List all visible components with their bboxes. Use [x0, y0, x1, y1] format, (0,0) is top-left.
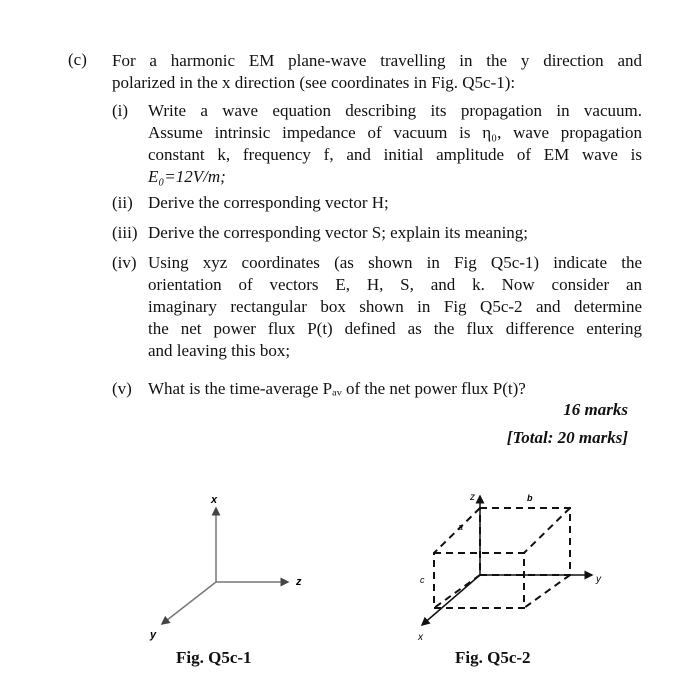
- y-axis-label: y: [150, 629, 157, 641]
- fig-q5c-2-diagram: [400, 488, 610, 648]
- x-axis-label: x: [211, 494, 218, 506]
- question-text: [148, 222, 642, 244]
- fig-q5c-1-diagram: [140, 490, 320, 650]
- dimension-a-label: a: [458, 522, 464, 532]
- question-line: Write a wave equation describing its propagation in vacuum.: [148, 101, 642, 120]
- x-axis-label: x: [418, 632, 423, 643]
- question-line: What is the time-average Pₐᵥ of the net power flux P(t)?: [148, 379, 526, 398]
- intro-text: [112, 50, 642, 94]
- question-line: the net power flux P(t) defined as the flux difference entering: [148, 319, 642, 338]
- z-axis-label: z: [296, 576, 302, 588]
- question-ii: [112, 192, 642, 214]
- question-text: [148, 100, 642, 188]
- dimension-b-label: b: [527, 493, 533, 503]
- z-axis-label: z: [470, 492, 475, 503]
- question-line: Derive the corresponding vector H;: [148, 193, 389, 212]
- intro-line-1: For a harmonic EM plane-wave travelling in the y direction and: [112, 51, 642, 70]
- question-iv: [112, 252, 642, 364]
- imaginary-box: [434, 508, 570, 608]
- question-text: [148, 192, 642, 214]
- marks-label: 16 marks: [563, 400, 628, 419]
- question-line: constant k, frequency f, and initial amplitude of EM wave is: [148, 145, 642, 164]
- question-line: Assume intrinsic impedance of vacuum is η₀, wave propagation: [148, 123, 642, 142]
- fig-q5c-1-caption: Fig. Q5c-1: [176, 648, 252, 667]
- question-line: imaginary rectangular box shown in Fig Q5c-2 and determine: [148, 297, 642, 316]
- question-number: (ii): [112, 193, 133, 212]
- question-text: [148, 378, 642, 400]
- question-number: (v): [112, 379, 132, 398]
- question-iii: [112, 222, 642, 244]
- question-number: (iv): [112, 253, 137, 272]
- question-v: [112, 378, 642, 400]
- question-line: and leaving this box;: [148, 341, 291, 360]
- x-axis-line: [422, 575, 480, 625]
- question-line: orientation of vectors E, H, S, and k. Now consider an: [148, 275, 642, 294]
- question-number: (i): [112, 101, 129, 120]
- question-text: [148, 252, 642, 362]
- question-line: Derive the corresponding vector S; explain its meaning;: [148, 223, 529, 242]
- intro-line-2: polarized in the x direction (see coordinates in Fig. Q5c-1):: [112, 73, 516, 92]
- question-number: (iii): [112, 223, 138, 242]
- fig-q5c-2-caption: Fig. Q5c-2: [455, 648, 531, 667]
- question-i: [112, 100, 642, 190]
- dimension-c-label: c: [420, 575, 425, 585]
- question-line: E₀=12V/m;: [148, 167, 226, 186]
- question-line: Using xyz coordinates (as shown in Fig Q5c-1) indicate the: [148, 253, 642, 272]
- total-marks-label: [Total: 20 marks]: [506, 428, 628, 447]
- y-axis-label: y: [596, 574, 601, 585]
- y-axis-line: [162, 582, 216, 624]
- part-label: (c): [68, 50, 87, 69]
